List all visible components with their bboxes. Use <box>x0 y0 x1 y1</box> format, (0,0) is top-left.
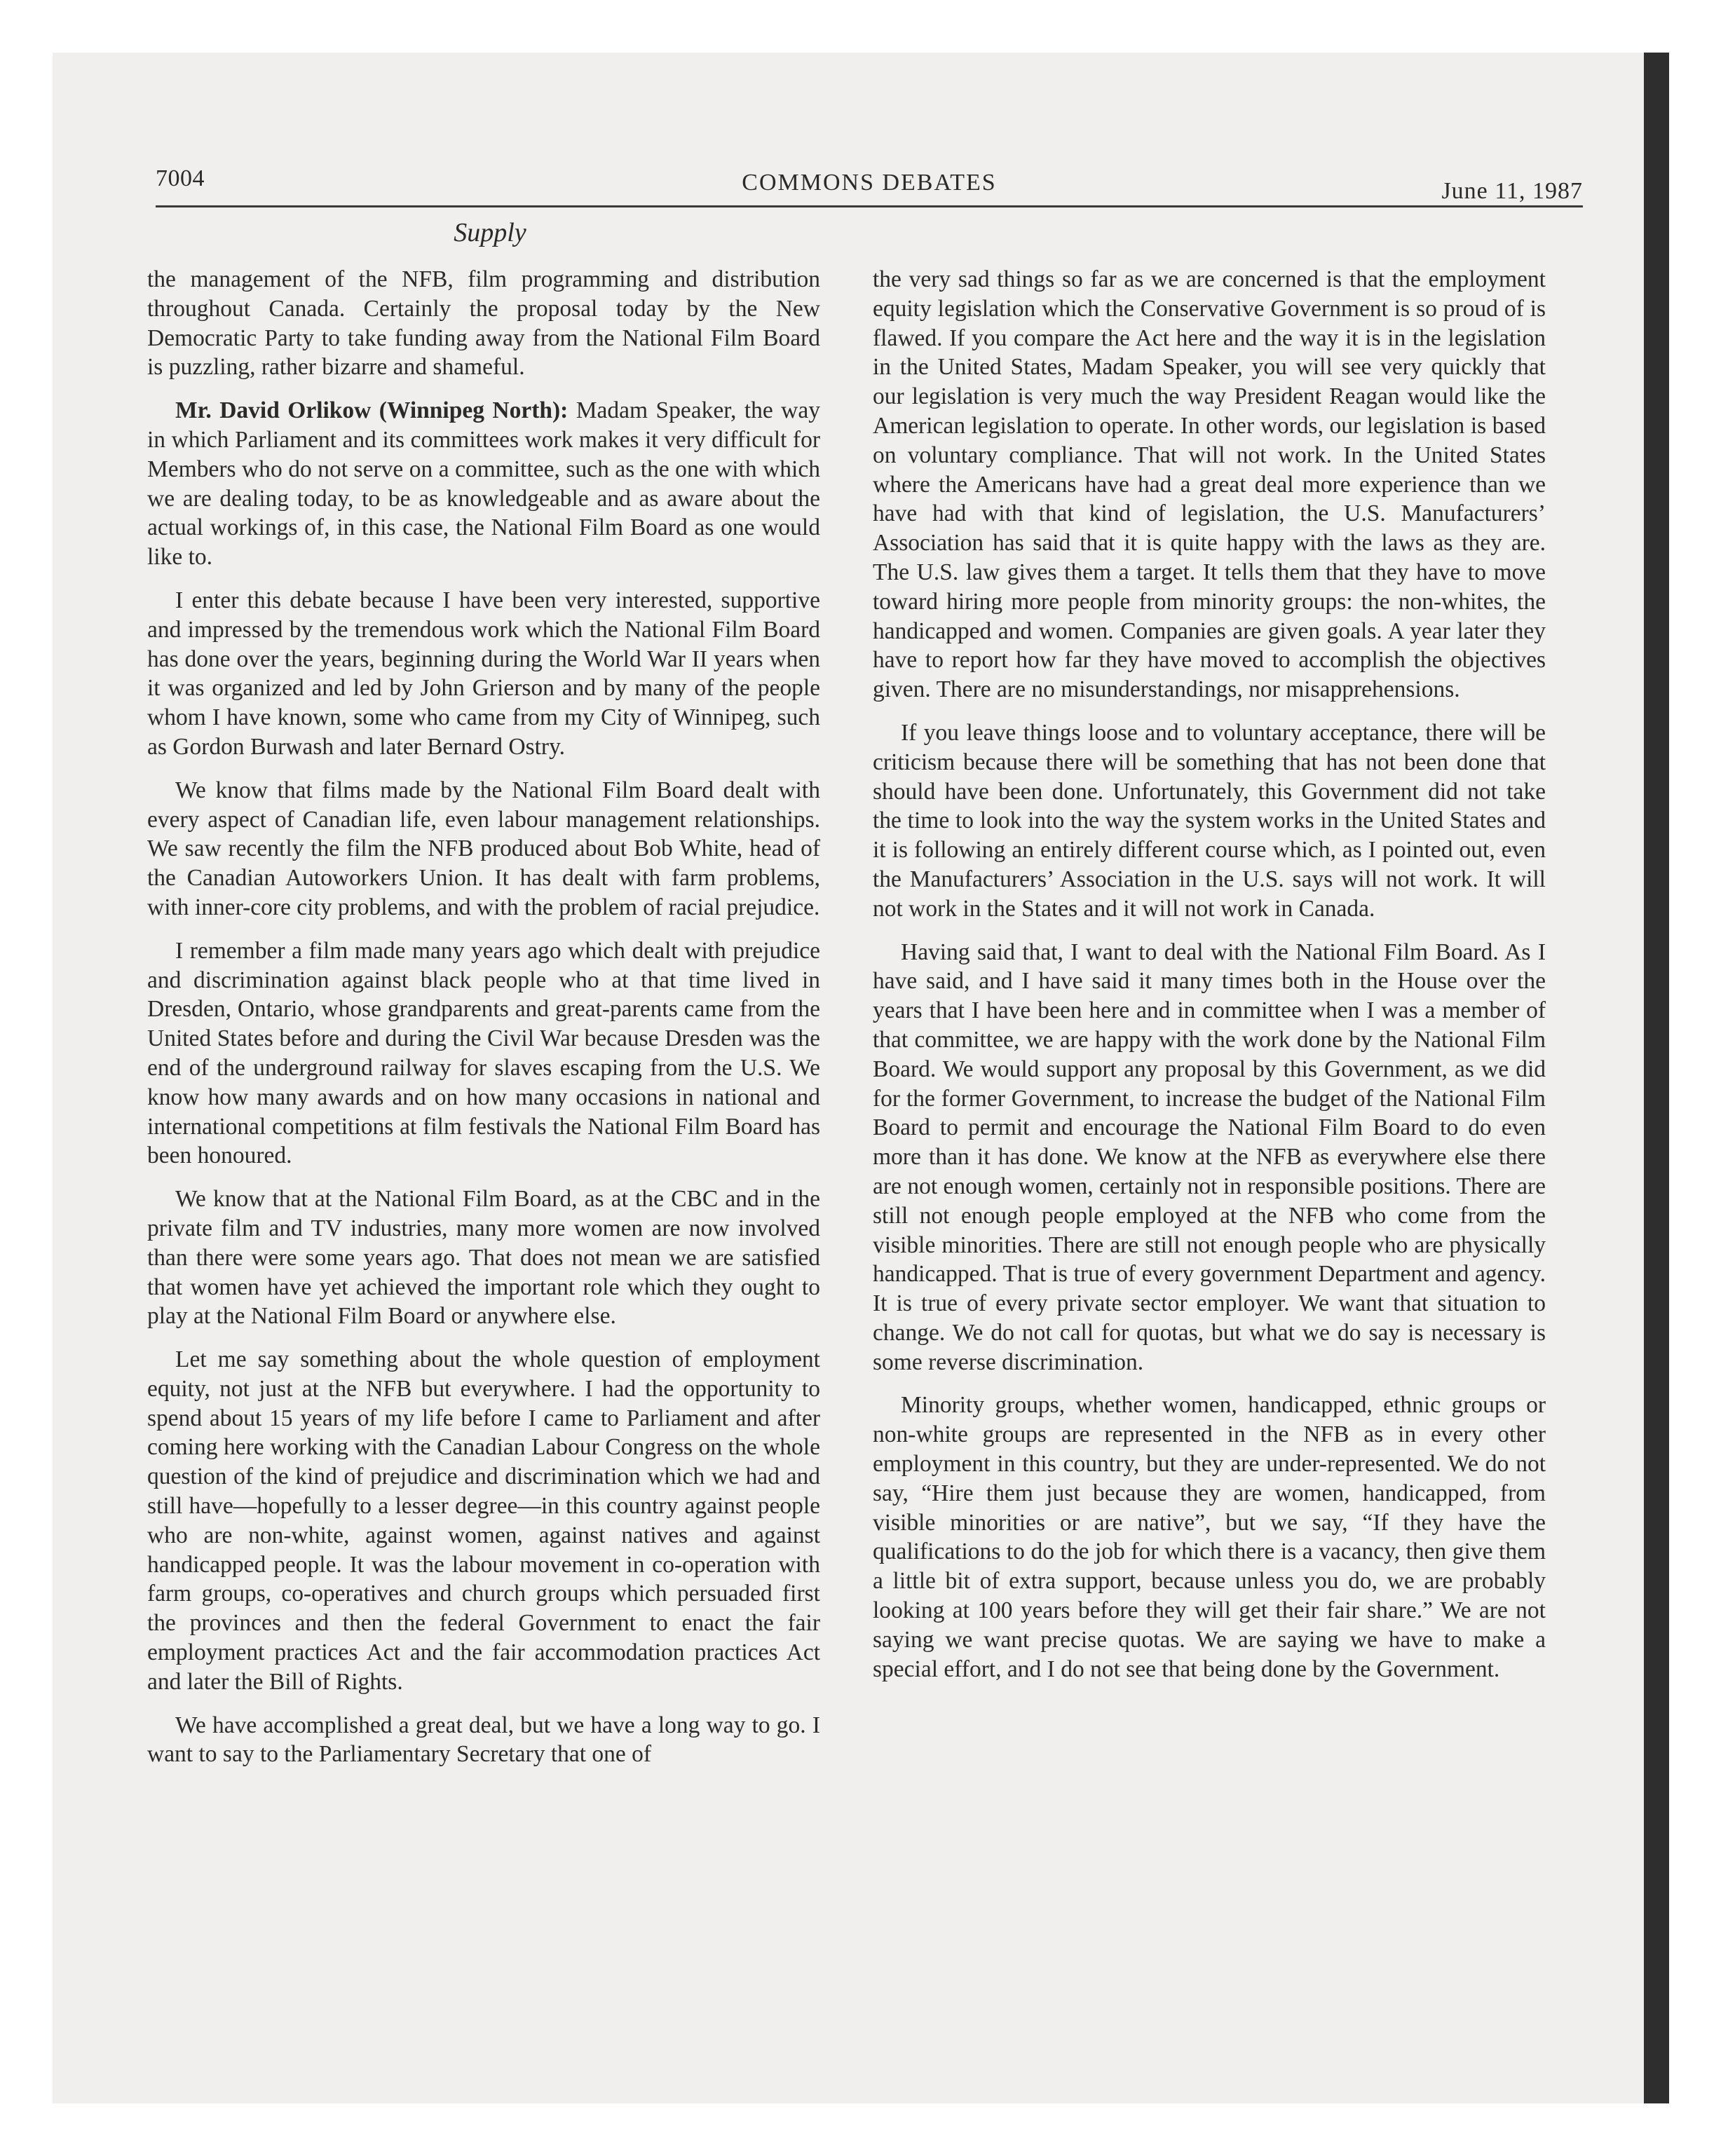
paragraph: I remember a film made many years ago which dealt with prejudice and discrimination against black people who at that time lived in Dresden, Ontario, whose grandparents and great-parents came from the United States before and during the Civil War because Dresden was the end of the underground railway for slaves escaping from the U.S. We know how many awards and on how many occasions in national and international competitions at film festivals the National Film Board has been honoured. <box>147 937 820 1169</box>
paragraph: Minority groups, whether women, handicapped, ethnic groups or non-white groups are represented in the NFB as in every other employment in this country, but they are under-represented. We do not say, “Hire them just because they are women, handicapped, from visible minorities or are native”, but we say, “If they have the qualifications to do the job for which there is a vacancy, then give them a little bit of extra support, because unless you do, we are probably looking at 100 years before they will get their fair share.” We are not saying we want precise quotas. We are saying we have to make a special effort, and I do not see that being done by the Government. <box>873 1392 1546 1682</box>
paragraph: Let me say something about the whole question of employment equity, not just at the NFB but everywhere. I had the opportunity to spend about 15 years of my life before I came to Parliament and after coming here working with the Canadian Labour Congress on the whole question of the kind of prejudice and discrimination which we had and still have—hopefully to a lesser degree—in this country against people who are non-white, against women, against natives and against handicapped people. It was the labour movement in co-operation with farm groups, co-operatives and church groups which persuaded first the provinces and then the federal Government to enact the fair employment practices Act and the fair accommodation practices Act and later the Bill of Rights. <box>147 1346 820 1695</box>
page-date: June 11, 1987 <box>1441 178 1583 204</box>
speech-paragraph <box>147 396 820 572</box>
paragraph: If you leave things loose and to voluntary acceptance, there will be criticism because there will be something that has not been done that should have been done. Unfortunately, this Government did not take the time to look into the way the system works in the United States and it is following an entirely different course which, as I pointed out, even the Manufacturers’ Association in the U.S. says will not work. It will not work in the States and it will not work in Canada. <box>873 719 1546 922</box>
section-title: Supply <box>454 218 526 247</box>
paragraph: the management of the NFB, film programming and distribution throughout Canada. Certainly the proposal today by the New Democratic Party to take funding away from the National Film Board is puzzling, rather bizarre and shameful. <box>147 266 820 381</box>
paragraph: We know that films made by the National Film Board dealt with every aspect of Canadian life, even labour management relationships. We saw recently the film the NFB produced about Bob White, head of the Canadian Autoworkers Union. It has dealt with farm problems, with inner-core city problems, and with the problem of racial prejudice. <box>147 777 820 920</box>
paragraph: I enter this debate because I have been very interested, supportive and impressed by the tremendous work which the National Film Board has done over the years, beginning during the World War II years when it was organized and led by John Grierson and by many of the people whom I have known, some who came from my City of Winnipeg, such as Gordon Burwash and later Bernard Ostry. <box>147 587 820 760</box>
running-head: COMMONS DEBATES <box>742 170 997 196</box>
scan-edge-shadow <box>1644 53 1669 2103</box>
right-column <box>873 265 1546 1698</box>
left-column <box>147 265 820 1783</box>
page-number: 7004 <box>156 165 205 191</box>
paragraph: We know that at the National Film Board, as at the CBC and in the private film and TV industries, many more women are now involved than there were some years ago. That does not mean we are satisfied that women have yet achieved the important role which they ought to play at the National Film Board or anywhere else. <box>147 1186 820 1330</box>
paragraph: We have accomplished a great deal, but we have a long way to go. I want to say to the Parliamentary Secretary that one of <box>147 1712 820 1768</box>
paragraph: the very sad things so far as we are concerned is that the employment equity legislation which the Conservative Government is so proud of is flawed. If you compare the Act here and the way it is in the legislation in the United States, Madam Speaker, you will see very quickly that our legislation is very much the way President Reagan would like the American legislation to operate. In other words, our legislation is based on voluntary compliance. That will not work. In the United States where the Americans have had a great deal more experience than we have had with that kind of legislation, the U.S. Manufacturers’ Association has said that it is quite happy with the laws as they are. The U.S. law gives them a target. It tells them that they have to move toward hiring more people from minority groups: the non-whites, the handicapped and women. Companies are given goals. A year later they have to report how far they have moved to accomplish the objectives given. There are no misunderstandings, nor misapprehensions. <box>873 266 1546 703</box>
speech-text: Madam Speaker, the way in which Parliament and its committees work makes it very difficult for Members who do not serve on a committee, such as the one with which we are dealing today, to be as knowledgeable and as aware about the actual workings of, in this case, the National Film Board as one would like to. <box>147 397 820 571</box>
header-rule <box>156 205 1583 207</box>
speaker-name: Mr. David Orlikow (Winnipeg North): <box>175 397 569 424</box>
page-header <box>156 163 1583 207</box>
paragraph: Having said that, I want to deal with the National Film Board. As I have said, and I have said it many times both in the House over the years that I have been here and in committee when I was a member of that committee, we are happy with the work done by the National Film Board. We would support any proposal by this Government, as we did for the former Government, to increase the budget of the National Film Board to permit and encourage the National Film Board to do even more than it has done. We know at the NFB as everywhere else there are not enough women, certainly not in responsible positions. There are still not enough people employed at the NFB who come from the visible minorities. There are still not enough people who are physically handicapped. That is true of every government Department and agency. It is true of every private sector employer. We want that situation to change. We do not call for quotas, but what we do say is necessary is some reverse discrimination. <box>873 939 1546 1375</box>
